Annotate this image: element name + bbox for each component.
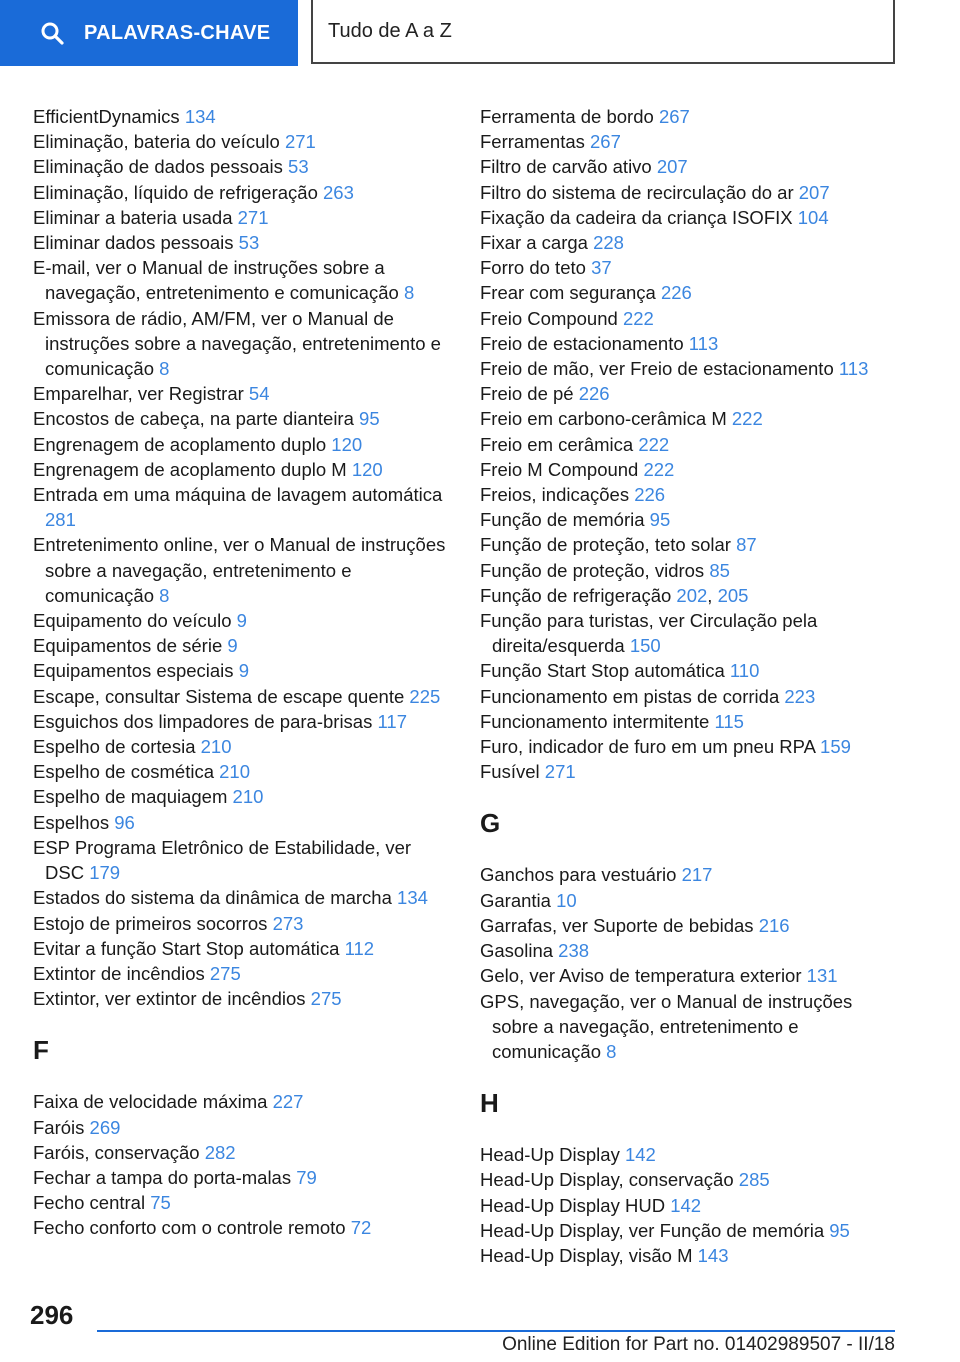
index-entry-text: Ferramenta de bordo [480, 106, 654, 127]
index-entry [33, 1140, 448, 1165]
page-link[interactable]: 281 [45, 509, 76, 531]
index-entry-text: Espelho de cortesia [33, 736, 196, 758]
index-entry [480, 280, 895, 305]
index-entry-text: Head-Up Display HUD [480, 1194, 666, 1216]
index-entry [33, 810, 448, 835]
index-entry-text: Frear com segurança [480, 282, 656, 304]
search-icon [40, 21, 64, 45]
page-link[interactable]: 72 [350, 1217, 372, 1239]
page-link[interactable]: 10 [556, 889, 577, 911]
page-link[interactable]: 54 [248, 383, 270, 405]
page-link[interactable]: 150 [629, 635, 661, 657]
index-entry-text: Espelhos [33, 811, 110, 833]
index-entry-text: Engrenagem de acoplamento duplo M [33, 458, 347, 480]
index-entry-text: Engrenagem de acoplamento duplo [33, 433, 327, 455]
index-entry-text: E-mail, ver o Manual de instruções sobre a navegação, entretenimento e comunicação [33, 257, 399, 304]
index-entry-text: Gelo, ver Aviso de temperatura exterior [480, 965, 802, 987]
index-entry [480, 658, 895, 683]
index-entry-text: Fechar a tampa do porta-malas [33, 1166, 292, 1188]
index-entry-text: Eliminação, líquido de refrigeração [33, 181, 318, 203]
index-entry [480, 482, 895, 507]
page-link[interactable]: 131 [806, 965, 838, 987]
index-entry [33, 885, 448, 910]
a-to-z-tab-label: Tudo de A a Z [328, 19, 452, 42]
index-entry [480, 104, 895, 129]
index-entry [33, 482, 448, 532]
index-entry-text: Emissora de rádio, AM/FM, ver o Manual de instruções sobre a navegação, entretenimento e comunicação [33, 307, 441, 380]
section-letter-heading: F [33, 1035, 49, 1066]
index-entry-text: Head-Up Display, ver Função de memória [480, 1219, 825, 1241]
index-entry-text: Eliminar a bateria usada [33, 206, 233, 228]
index-entry [480, 331, 895, 356]
index-entry-text: Funcionamento intermitente [480, 710, 710, 732]
page-link[interactable]: 222 [643, 458, 675, 480]
page-link[interactable]: 120 [351, 458, 383, 480]
index-entry [33, 911, 448, 936]
index-entry-text: Fecho conforto com o controle remoto [33, 1217, 346, 1239]
index-entry [480, 1218, 895, 1243]
index-entry [33, 608, 448, 633]
page-link[interactable]: 8 [606, 1040, 617, 1062]
index-entry-text: Ganchos para vestuário [480, 864, 677, 886]
index-entry-text: Emparelhar, ver Registrar [33, 383, 244, 405]
index-entry [480, 230, 895, 255]
index-entry-text: Estojo de primeiros socorros [33, 912, 268, 934]
index-entry [480, 406, 895, 431]
index-entry-text: Equipamento do veículo [33, 610, 232, 632]
index-entry [480, 913, 895, 938]
index-entry-text: Fusível [480, 761, 540, 783]
page-link[interactable]: 202 [676, 584, 708, 606]
index-entry-text: Espelho de maquiagem [33, 786, 228, 808]
page-link[interactable]: 113 [688, 332, 719, 354]
index-entry-text: Gasolina [480, 940, 554, 962]
page-link[interactable]: 113 [838, 358, 869, 380]
index-entry-text: Fixar a carga [480, 232, 588, 254]
index-entry [33, 255, 448, 305]
index-entry-text: Funcionamento em pistas de corrida [480, 685, 780, 707]
index-entry [480, 759, 895, 784]
index-entry-text: Freio em cerâmica [480, 433, 634, 455]
index-entry-text: Head-Up Display, visão M [480, 1244, 693, 1266]
page-link[interactable]: 8 [159, 584, 170, 606]
index-entry-text: Freio de pé [480, 383, 574, 405]
index-entry-text: Escape, consultar Sistema de escape quente [33, 685, 405, 707]
index-entry [33, 658, 448, 683]
index-entry-text: Fixação da cadeira da criança ISOFIX [480, 206, 793, 228]
index-entry [33, 784, 448, 809]
page-link[interactable]: 271 [284, 131, 316, 153]
page-link[interactable]: 217 [681, 864, 713, 886]
index-entry [33, 1215, 448, 1240]
index-entry-text: Freio em carbono-cerâmica M [480, 408, 727, 430]
page-link[interactable]: 179 [89, 862, 121, 884]
index-entry-text: Garantia [480, 889, 551, 911]
index-entry [33, 1190, 448, 1215]
page-link[interactable]: 95 [649, 509, 671, 531]
page-link[interactable]: 210 [232, 786, 264, 808]
index-entry-text: Encostos de cabeça, na parte dianteira [33, 408, 354, 430]
index-entry-text: Freio M Compound [480, 458, 639, 480]
index-entry [33, 205, 448, 230]
page-link[interactable]: 75 [150, 1192, 171, 1214]
keywords-tab[interactable] [0, 0, 298, 66]
index-entry-text: Espelho de cosmética [33, 761, 214, 783]
index-entry [480, 888, 895, 913]
a-to-z-tab[interactable] [311, 0, 895, 64]
index-entry-text: Eliminação, bateria do veículo [33, 131, 280, 153]
index-entry [33, 306, 448, 382]
index-entry [480, 457, 895, 482]
page-link[interactable]: 271 [544, 761, 576, 783]
index-entry-text: Furo, indicador de furo em um pneu RPA [480, 736, 815, 758]
section-letter-heading: H [480, 1088, 499, 1119]
page-link[interactable]: 134 [184, 106, 216, 127]
page-link[interactable]: 223 [784, 685, 816, 707]
page-link[interactable]: 225 [409, 685, 441, 707]
page-link[interactable]: 216 [758, 914, 790, 936]
index-entry [480, 989, 895, 1065]
page-link[interactable]: 210 [219, 761, 251, 783]
page-link[interactable]: 238 [558, 940, 590, 962]
index-entry-text: Entrada em uma máquina de lavagem automática [33, 484, 443, 506]
page-link[interactable]: 142 [624, 1144, 656, 1166]
page-link[interactable]: 271 [237, 206, 269, 228]
index-entry [480, 507, 895, 532]
index-column-right [480, 104, 895, 1268]
index-entry [33, 129, 448, 154]
page-link[interactable]: 159 [820, 736, 851, 758]
page-header [0, 0, 960, 66]
page-number: 296 [30, 1300, 74, 1330]
index-entry [480, 938, 895, 963]
index-entry [33, 961, 448, 986]
page-link[interactable]: 269 [89, 1116, 121, 1138]
index-entry-text: Função de proteção, teto solar [480, 534, 731, 556]
index-entry-text: Função de refrigeração [480, 584, 672, 606]
index-entry [33, 1115, 448, 1140]
page-link[interactable]: 53 [288, 156, 309, 178]
index-entry [33, 104, 448, 129]
page-link[interactable]: 275 [209, 962, 241, 984]
index-entry-text: Freio de mão, ver Freio de estacionamento [480, 358, 834, 380]
index-entry [480, 381, 895, 406]
footer-divider [97, 1330, 895, 1332]
index-entry [33, 432, 448, 457]
index-entry-text: Head-Up Display [480, 1144, 620, 1166]
index-entry [480, 684, 895, 709]
index-entry-text: Ferramentas [480, 131, 585, 153]
index-entry-text: Eliminação de dados pessoais [33, 156, 283, 178]
page-link[interactable]: 205 [717, 584, 749, 606]
page-link[interactable]: 115 [714, 710, 744, 732]
index-entry-text: Garrafas, ver Suporte de bebidas [480, 914, 754, 936]
index-entry [480, 154, 895, 179]
index-entry [480, 1142, 895, 1167]
index-entry [33, 759, 448, 784]
page-link[interactable]: 282 [204, 1141, 236, 1163]
page-link[interactable]: 226 [660, 282, 692, 304]
index-entry [480, 734, 895, 759]
page-link[interactable]: 222 [622, 307, 654, 329]
index-entry [480, 180, 895, 205]
index-entry [33, 406, 448, 431]
index-entry [33, 457, 448, 482]
index-entry-text: ESP Programa Eletrônico de Estabilidade, ver DSC [33, 836, 412, 884]
index-entry [33, 154, 448, 179]
index-entry [33, 180, 448, 205]
page-link[interactable]: 95 [359, 408, 380, 430]
index-entry-text: EfficientDynamics [33, 106, 180, 127]
index-column-left [33, 104, 448, 1241]
index-entry [480, 1243, 895, 1268]
index-entry [480, 432, 895, 457]
page-link[interactable]: 87 [736, 534, 757, 556]
index-entry [33, 230, 448, 255]
page-link[interactable]: 9 [236, 610, 247, 632]
edition-text: Online Edition for Part no. 01402989507 - II/18 [502, 1334, 895, 1355]
page-link[interactable]: 96 [114, 811, 135, 833]
index-entry-text: Equipamentos especiais [33, 660, 234, 682]
page-link[interactable]: 227 [272, 1091, 304, 1113]
index-entry [33, 709, 448, 734]
page-link[interactable]: 95 [829, 1219, 850, 1241]
index-entry-text: Freios, indicações [480, 484, 630, 506]
index-entry [480, 608, 895, 658]
index-entry-text: Forro do teto [480, 257, 586, 279]
page-link[interactable]: 53 [238, 232, 260, 254]
page-link[interactable]: 8 [159, 358, 170, 380]
page-link[interactable]: 226 [634, 484, 666, 506]
index-entry-text: Estados do sistema da dinâmica de marcha [33, 887, 392, 909]
index-entry [480, 583, 895, 608]
keywords-tab-label: PALAVRAS-CHAVE [84, 21, 271, 44]
page-link[interactable]: 222 [731, 408, 763, 430]
index-entry-text: Extintor, ver extintor de incêndios [33, 988, 306, 1010]
index-entry [480, 255, 895, 280]
page-link[interactable]: 37 [591, 257, 612, 279]
index-entry-text: Esguichos dos limpadores de para-brisas [33, 710, 373, 732]
index-entry [33, 1089, 448, 1114]
page-link[interactable]: 9 [238, 660, 249, 682]
page-link[interactable]: 8 [403, 282, 415, 304]
page-link[interactable]: 263 [323, 181, 354, 203]
index-entry [480, 356, 895, 381]
section-letter-heading: G [480, 808, 501, 839]
index-entry-text: Função de proteção, vidros [480, 559, 705, 581]
page-link[interactable]: 267 [658, 106, 690, 127]
index-entry-text: GPS, navegação, ver o Manual de instruções sobre a navegação, entretenimento e comunicação [480, 990, 853, 1062]
page-link[interactable]: 104 [797, 206, 829, 228]
page-link[interactable]: 285 [738, 1169, 770, 1191]
index-entry [33, 1165, 448, 1190]
index-entry-text: Função Start Stop automática [480, 660, 725, 682]
index-entry-text: Equipamentos de série [33, 635, 223, 657]
index-entry [480, 709, 895, 734]
page-link[interactable]: 112 [344, 937, 375, 959]
index-entry [33, 835, 448, 885]
index-entry-text: Faixa de velocidade máxima [33, 1091, 268, 1113]
page-link[interactable]: 110 [729, 660, 760, 682]
page-link[interactable]: 226 [578, 383, 610, 405]
page-link[interactable]: 275 [310, 988, 342, 1010]
index-entry [33, 986, 448, 1011]
index-entry-text: Filtro de carvão ativo [480, 156, 652, 178]
index-entry [33, 532, 448, 608]
index-entry [33, 633, 448, 658]
index-entry-text: Head-Up Display, conservação [480, 1169, 734, 1191]
index-entry [33, 734, 448, 759]
index-entry-text: Freio Compound [480, 307, 618, 329]
index-entry [480, 129, 895, 154]
page-link[interactable]: 142 [670, 1194, 702, 1216]
page-link[interactable]: 85 [709, 559, 730, 581]
index-entry-text: Evitar a função Start Stop automática [33, 937, 340, 959]
page-link[interactable]: 267 [590, 131, 621, 153]
index-entry-text: Fecho central [33, 1192, 146, 1214]
page-link[interactable]: 228 [593, 232, 624, 254]
index-entry [480, 963, 895, 988]
index-entry-text: Faróis, conservação [33, 1141, 200, 1163]
index-entry-text: Freio de estacionamento [480, 332, 684, 354]
index-entry [480, 862, 895, 887]
page-link[interactable]: 143 [697, 1244, 729, 1266]
page-link[interactable]: 222 [638, 433, 670, 455]
page-link[interactable]: 117 [377, 710, 407, 732]
index-entry-text: Extintor de incêndios [33, 962, 205, 984]
page-separator: , [707, 584, 713, 606]
page-link[interactable]: 134 [397, 887, 428, 909]
index-entry [33, 936, 448, 961]
index-entry-text: Filtro do sistema de recirculação do ar [480, 181, 794, 203]
index-entry [33, 684, 448, 709]
index-entry [480, 1193, 895, 1218]
page-link[interactable]: 207 [656, 156, 688, 178]
index-entry-text: Função para turistas, ver Circulação pela direita/esquerda [480, 610, 818, 657]
index-entry [33, 381, 448, 406]
index-entry-text: Faróis [33, 1116, 85, 1138]
page-link[interactable]: 120 [331, 433, 363, 455]
index-entry [480, 532, 895, 557]
index-entry-text: Entretenimento online, ver o Manual de instruções sobre a navegação, entretenimento e comunicação [33, 534, 446, 606]
index-entry [480, 306, 895, 331]
index-entry-text: Função de memória [480, 509, 645, 531]
page-link[interactable]: 9 [227, 635, 238, 657]
page-link[interactable]: 79 [296, 1166, 317, 1188]
index-entry [480, 1167, 895, 1192]
index-entry [480, 205, 895, 230]
index-entry [480, 558, 895, 583]
page-link[interactable]: 273 [272, 912, 304, 934]
page-link[interactable]: 207 [798, 181, 830, 203]
index-entry-text: Eliminar dados pessoais [33, 232, 234, 254]
page-link[interactable]: 210 [200, 736, 232, 758]
